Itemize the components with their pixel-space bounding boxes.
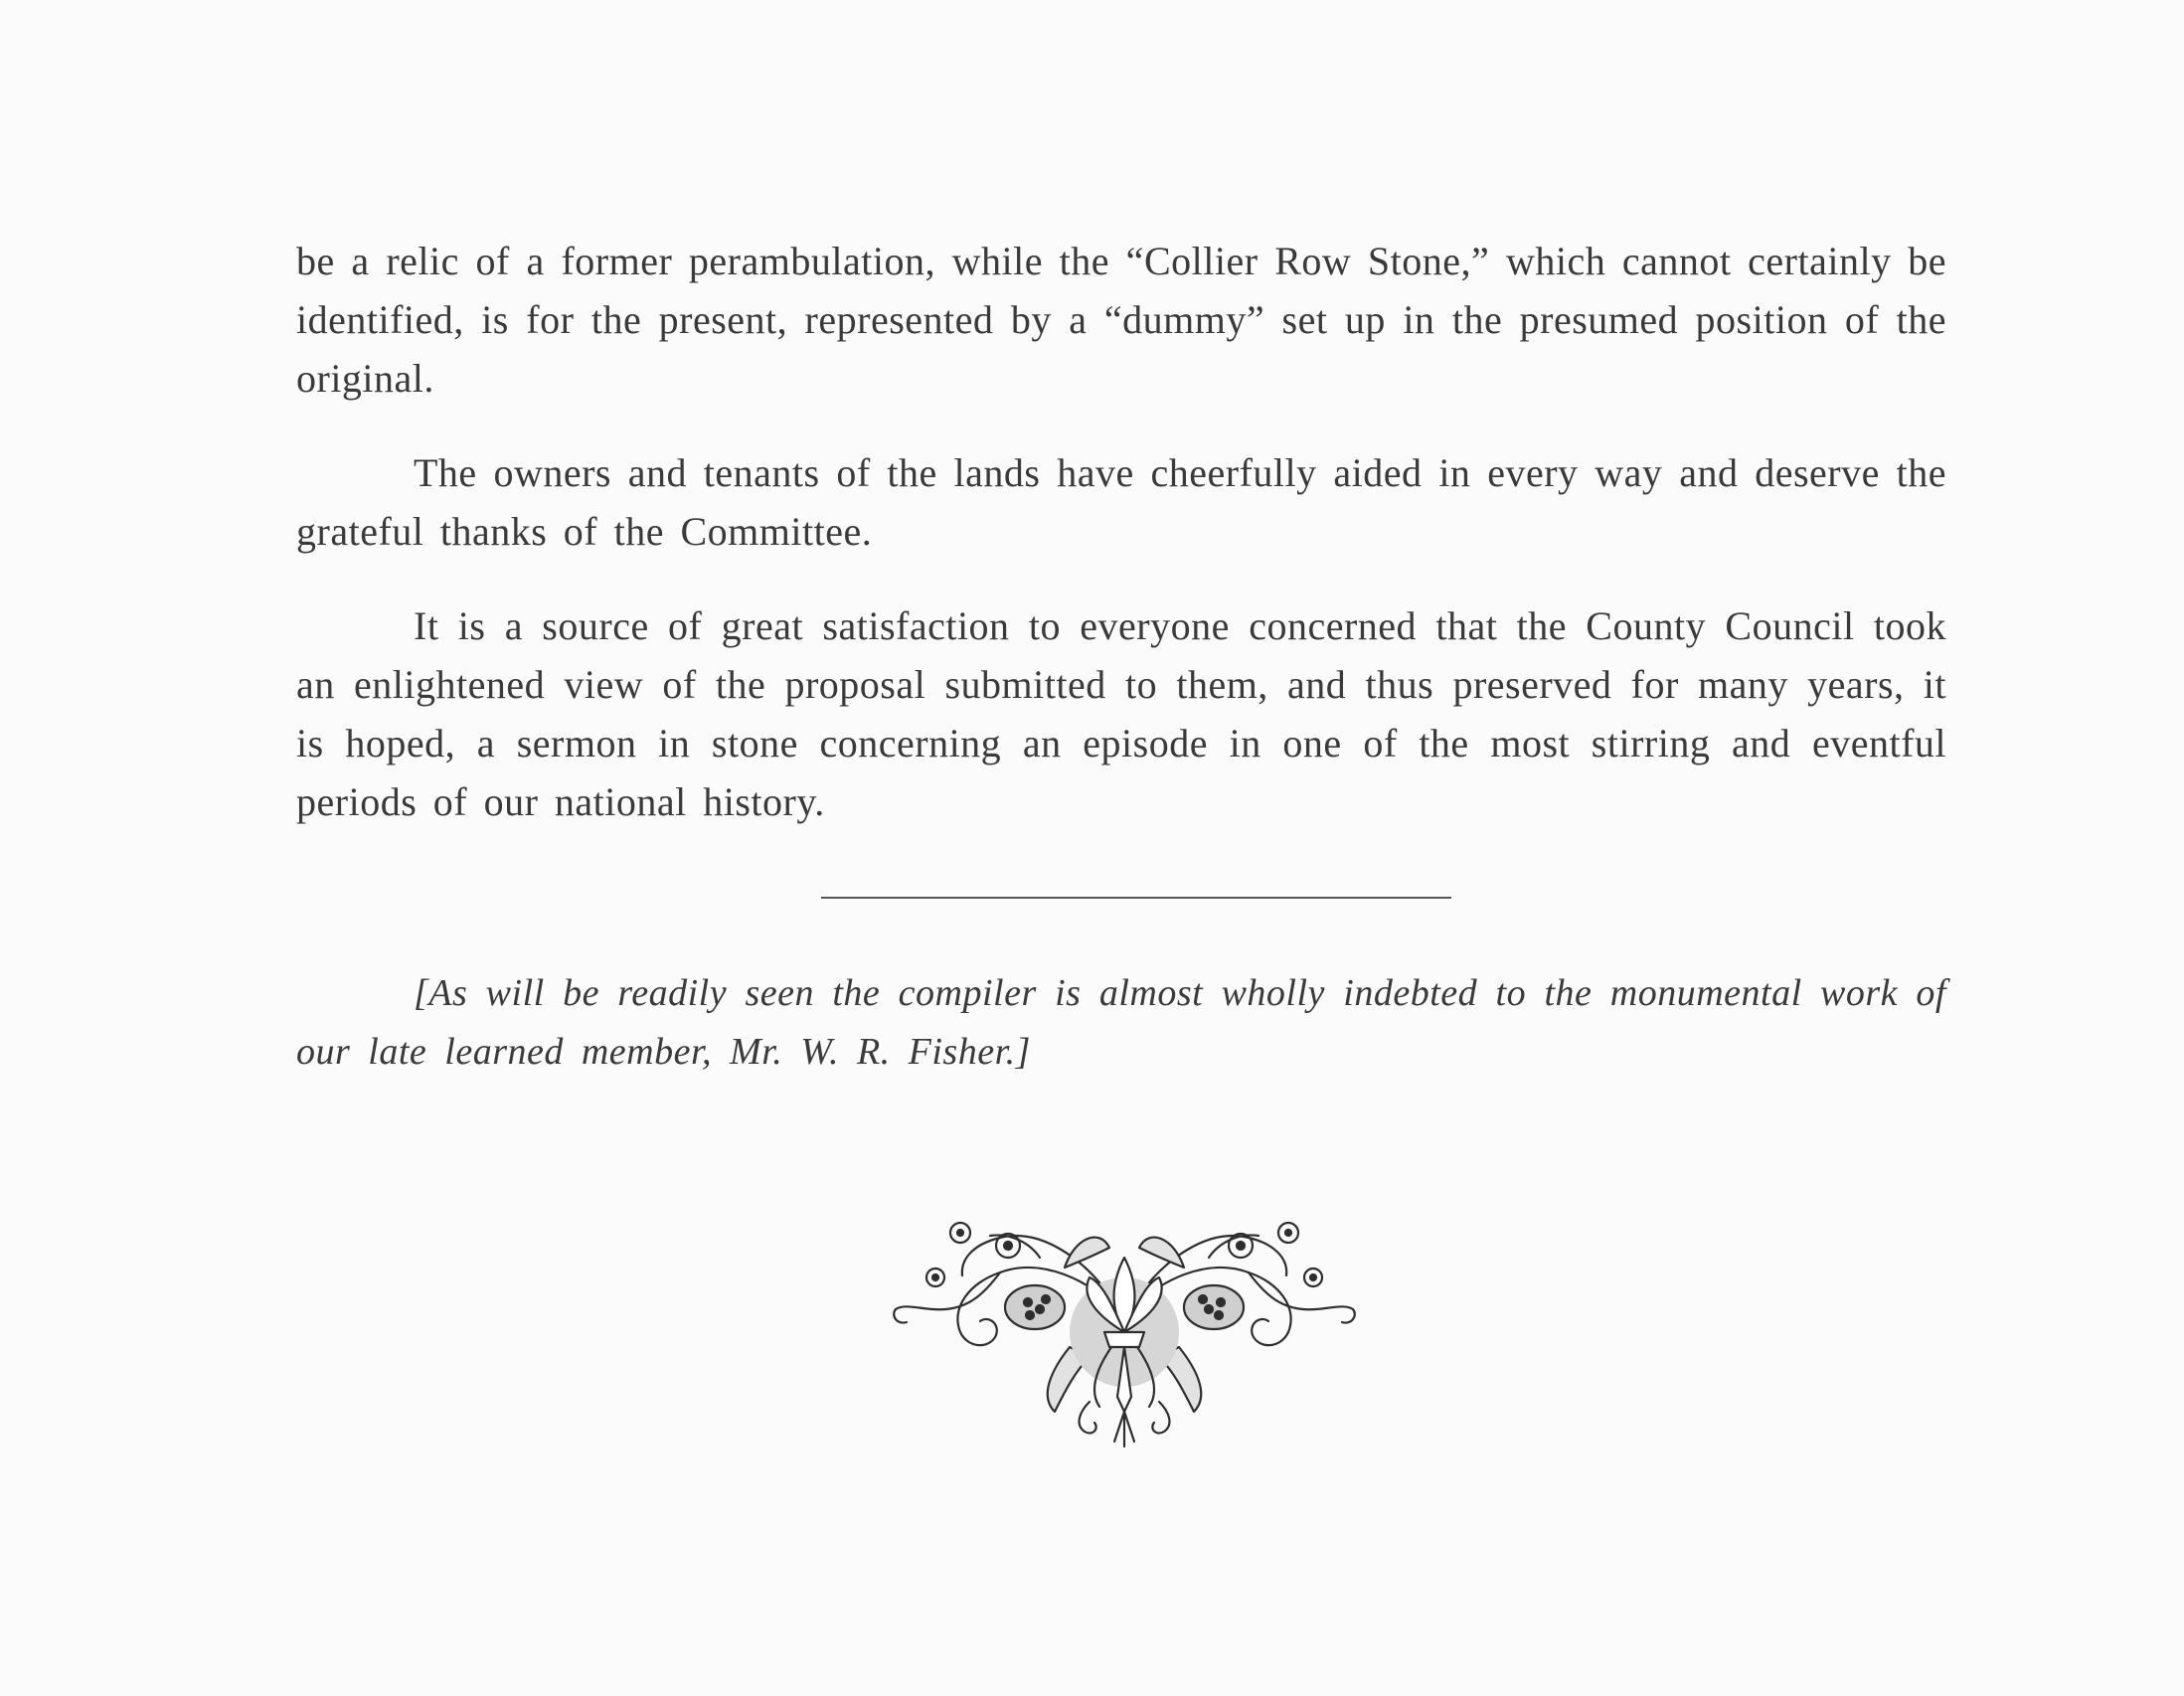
paragraph-county-council: It is a source of great satisfaction to everyone concerned that the County Council took an enlightened view of the proposal submitted to them, and thus preserved for many years, it is hoped, a sermon in stone concerning an episode in one of the most stirring and eventful periods of our national history. <box>296 603 1946 824</box>
paragraph-continuation: be a relic of a former perambulation, while the “Collier Row Stone,” which cannot certainly be identified, is for the present, represented by a “dummy” set up in the presumed position of the original. <box>296 239 1946 401</box>
floral-ornament-icon <box>891 1198 1358 1456</box>
paragraph-owners-tenants: The owners and tenants of the lands have cheerfully aided in every way and deserve the grateful thanks of the Committee. <box>296 450 1946 554</box>
body-text <box>296 232 1946 867</box>
compiler-note: [As will be readily seen the compiler is almost wholly indebted to the monumental work of our late learned member, Mr. W. R. Fisher.] <box>296 972 1946 1073</box>
section-divider <box>821 897 1451 899</box>
